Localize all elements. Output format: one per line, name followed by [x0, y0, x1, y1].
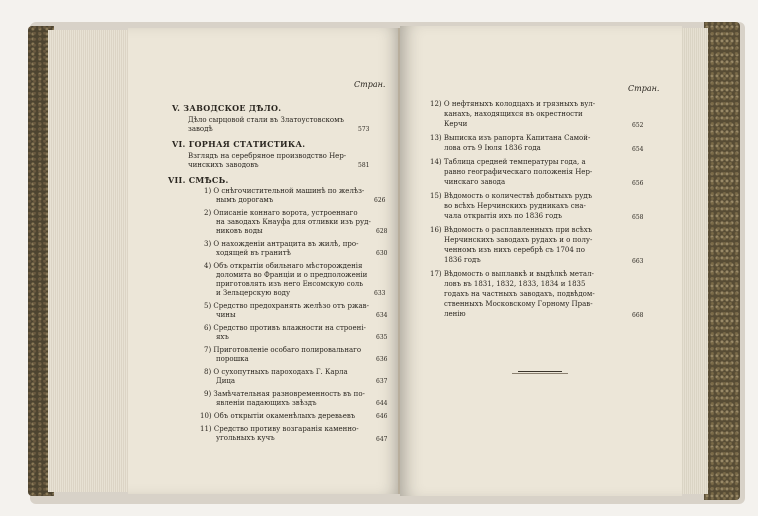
toc-entry: 10) Объ открытіи окаменѣлыхъ деревьевъ: [200, 412, 356, 420]
page-number: 663: [632, 258, 644, 265]
toc-entry: чины: [216, 311, 236, 319]
toc-entry: 7) Приготовленіе особаго полировальнаго: [204, 346, 362, 354]
toc-entry: 1836 годъ: [444, 256, 481, 264]
toc-entry: во всѣхъ Нерчинскихъ рудникахъ сна-: [444, 202, 586, 210]
toc-entry: чинскаго завода: [444, 178, 506, 186]
toc-entry: V. ЗАВОДСКОЕ ДѢЛО.: [172, 103, 282, 113]
toc-entry: нымъ дорогамъ: [216, 196, 274, 204]
right-page: [400, 26, 682, 496]
right-cover: [704, 22, 740, 500]
page-number: 658: [632, 214, 644, 221]
page-number: 633: [374, 290, 386, 297]
toc-entry: 13) Выписка изъ рапорта Капитана Самой-: [430, 134, 591, 142]
left-page-edges: [48, 30, 130, 492]
page-number: 656: [632, 180, 644, 187]
toc-entry: и Зельцерскую воду: [216, 289, 291, 297]
toc-entry: годахъ на частныхъ заводахъ, подвѣдом-: [444, 290, 595, 298]
toc-entry: 9) Замѣчательная разновременность въ по-: [204, 390, 365, 398]
toc-entry: Дѣло сырцовой стали въ Златоустовскомъ: [188, 116, 344, 124]
toc-entry: 11) Средство противу возгаранія каменно-: [200, 425, 359, 433]
toc-entry: 16) Вѣдомость о расплавленныхъ при всѣхъ: [430, 226, 593, 234]
toc-entry: канахъ, находящихся въ окрестности: [444, 110, 583, 118]
toc-entry: чала открытія ихъ по 1836 годъ: [444, 212, 562, 220]
toc-entry: яхъ: [216, 333, 229, 341]
toc-entry: чинскихъ заводовъ: [188, 161, 259, 169]
page-number: 581: [358, 162, 370, 169]
page-number: 647: [376, 436, 388, 443]
toc-entry: 14) Таблица средней температуры года, а: [430, 158, 586, 166]
toc-entry: Нерчинскихъ заводахъ рудахъ и о полу-: [444, 236, 593, 244]
toc-entry: никовъ воды: [216, 227, 263, 235]
toc-entry: равно географическаго положенія Нер-: [444, 168, 593, 176]
toc-entry: VII. СМѢСЬ.: [168, 175, 229, 185]
page-number: 636: [376, 356, 388, 363]
toc-entry: ченномъ изъ нихъ серебрѣ съ 1704 по: [444, 246, 585, 254]
page-number: 652: [632, 122, 644, 129]
toc-entry: ловъ въ 1831, 1832, 1833, 1834 и 1835: [444, 280, 586, 288]
page-number: 634: [376, 312, 388, 319]
toc-entry: приготовлять изъ него Енсомскую соль: [216, 280, 364, 288]
toc-entry: 17) Вѣдомость о выплавкѣ и выдѣлкѣ метал-: [430, 270, 594, 278]
page-number: 628: [376, 228, 388, 235]
page-header-strana: Стран.: [628, 84, 660, 93]
toc-entry: заводѣ: [188, 125, 213, 133]
toc-entry: 2) Описаніе коннаго ворота, устроеннаго: [204, 209, 358, 217]
toc-entry: 3) О нахожденіи антрацита въ жилѣ, про-: [204, 240, 359, 248]
page-number: 646: [376, 413, 388, 420]
end-rule: [518, 371, 562, 372]
page-number: 626: [374, 197, 386, 204]
toc-entry: ственныхъ Московскому Горному Прав-: [444, 300, 593, 308]
toc-entry: явленіи падающихъ звѣздъ: [216, 399, 317, 407]
toc-entry: ходящей въ гранитѣ: [216, 249, 291, 257]
end-rule-lower: [512, 373, 568, 374]
toc-entry: 6) Средство противъ влажности на строені-: [204, 324, 366, 332]
toc-entry: 1) О снѣгочистительной машинѣ по желѣз-: [204, 187, 365, 195]
toc-entry: 5) Средство предохранять желѣзо отъ ржав-: [204, 302, 369, 310]
page-header-strana: Стран.: [354, 80, 386, 89]
page-number: 573: [358, 126, 370, 133]
right-page-edges: [678, 28, 708, 494]
page-number: 644: [376, 400, 388, 407]
page-number: 668: [632, 312, 644, 319]
toc-entry: 4) Объ открытіи обильнаго мѣсторожденія: [204, 262, 363, 270]
toc-entry: на заводахъ Кнауфа для отливки изъ руд-: [216, 218, 371, 226]
toc-entry: лова отъ 9 Іюля 1836 года: [444, 144, 541, 152]
page-number: 654: [632, 146, 644, 153]
toc-entry: 8) О сухопутныхъ пароходахъ Г. Карла: [204, 368, 348, 376]
toc-entry: ленію: [444, 310, 466, 318]
toc-entry: 12) О нефтяныхъ колодцахъ и грязныхъ вул-: [430, 100, 596, 108]
left-page: [128, 28, 402, 494]
toc-entry: доломита во Франціи и о предположеніи: [216, 271, 368, 279]
toc-entry: VI. ГОРНАЯ СТАТИСТИКА.: [172, 139, 306, 149]
page-number: 630: [376, 250, 388, 257]
toc-entry: Взглядъ на серебряное производство Нер-: [188, 152, 347, 160]
toc-entry: угольныхъ кучъ: [216, 434, 275, 442]
toc-entry: Дица: [216, 377, 236, 385]
toc-entry: 15) Вѣдомость о количествѣ добытыхъ рудъ: [430, 192, 593, 200]
page-number: 635: [376, 334, 388, 341]
toc-entry: порошка: [216, 355, 249, 363]
toc-entry: Керчи: [444, 120, 468, 128]
page-number: 637: [376, 378, 388, 385]
